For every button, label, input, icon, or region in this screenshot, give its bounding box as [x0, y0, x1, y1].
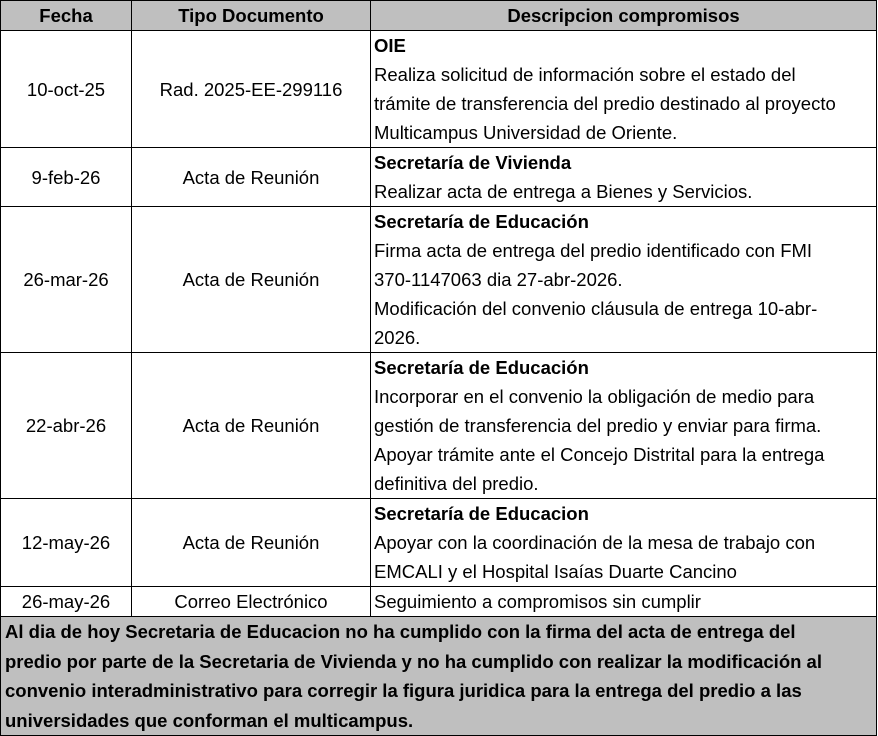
row-description — [371, 207, 877, 353]
summary-note — [1, 617, 877, 736]
row-doc-type: Acta de Reunión — [132, 499, 371, 587]
row-date: 12-may-26 — [1, 499, 132, 587]
row-doc-type: Acta de Reunión — [132, 148, 371, 207]
table-row — [1, 148, 877, 207]
row-description-line: trámite de transferencia del predio destinado al proyecto — [374, 93, 836, 114]
table-row — [1, 207, 877, 353]
row-description-line: Seguimiento a compromisos sin cumplir — [374, 591, 701, 612]
row-date: 10-oct-25 — [1, 31, 132, 148]
table-row — [1, 587, 877, 617]
header-descripcion: Descripcion compromisos — [371, 1, 877, 31]
summary-line: universidades que conforman el multicampus. — [5, 709, 414, 731]
row-description-line: Incorporar en el convenio la obligación de medio para — [374, 386, 815, 407]
summary-row — [1, 617, 877, 736]
header-fecha: Fecha — [1, 1, 132, 31]
row-description — [371, 499, 877, 587]
row-entity: OIE — [374, 35, 406, 56]
row-entity: Secretaría de Educación — [374, 211, 589, 232]
row-description-line: 2026. — [374, 327, 421, 348]
row-description-line: Multicampus Universidad de Oriente. — [374, 122, 678, 143]
table-row — [1, 499, 877, 587]
header-row — [1, 1, 877, 31]
summary-line: predio por parte de la Secretaria de Vivienda y no ha cumplido con realizar la modificación al — [5, 650, 822, 672]
row-date: 26-may-26 — [1, 587, 132, 617]
row-description — [371, 148, 877, 207]
row-date: 9-feb-26 — [1, 148, 132, 207]
summary-line: Al dia de hoy Secretaria de Educacion no ha cumplido con la firma del acta de entrega del — [5, 621, 796, 642]
row-date: 22-abr-26 — [1, 353, 132, 499]
row-description — [371, 587, 877, 617]
row-description-line: Realizar acta de entrega a Bienes y Servicios. — [374, 181, 753, 202]
row-entity: Secretaría de Vivienda — [374, 152, 572, 173]
row-description — [371, 353, 877, 499]
row-description — [371, 31, 877, 148]
row-entity: Secretaría de Educacion — [374, 503, 589, 524]
row-description-line: EMCALI y el Hospital Isaías Duarte Cancino — [374, 561, 737, 582]
row-doc-type: Acta de Reunión — [132, 207, 371, 353]
row-doc-type: Acta de Reunión — [132, 353, 371, 499]
row-description-line: Firma acta de entrega del predio identificado con FMI — [374, 240, 813, 261]
row-date: 26-mar-26 — [1, 207, 132, 353]
row-description-line: Apoyar con la coordinación de la mesa de trabajo con — [374, 532, 816, 553]
row-description-line: Modificación del convenio cláusula de entrega 10-abr- — [374, 298, 818, 319]
header-tipo-documento: Tipo Documento — [132, 1, 371, 31]
row-description-line: Realiza solicitud de información sobre el estado del — [374, 64, 796, 85]
table-row — [1, 31, 877, 148]
row-description-line: gestión de transferencia del predio y enviar para firma. — [374, 415, 822, 436]
row-description-line: Apoyar trámite ante el Concejo Distrital para la entrega — [374, 444, 825, 465]
row-description-line: 370-1147063 dia 27-abr-2026. — [374, 269, 623, 290]
row-doc-type: Rad. 2025-EE-299116 — [132, 31, 371, 148]
table-row — [1, 353, 877, 499]
row-entity: Secretaría de Educación — [374, 357, 589, 378]
summary-line: convenio interadministrativo para corregir la figura juridica para la entrega del predio a las — [5, 680, 802, 701]
row-doc-type: Correo Electrónico — [132, 587, 371, 617]
row-description-line: definitiva del predio. — [374, 473, 539, 494]
